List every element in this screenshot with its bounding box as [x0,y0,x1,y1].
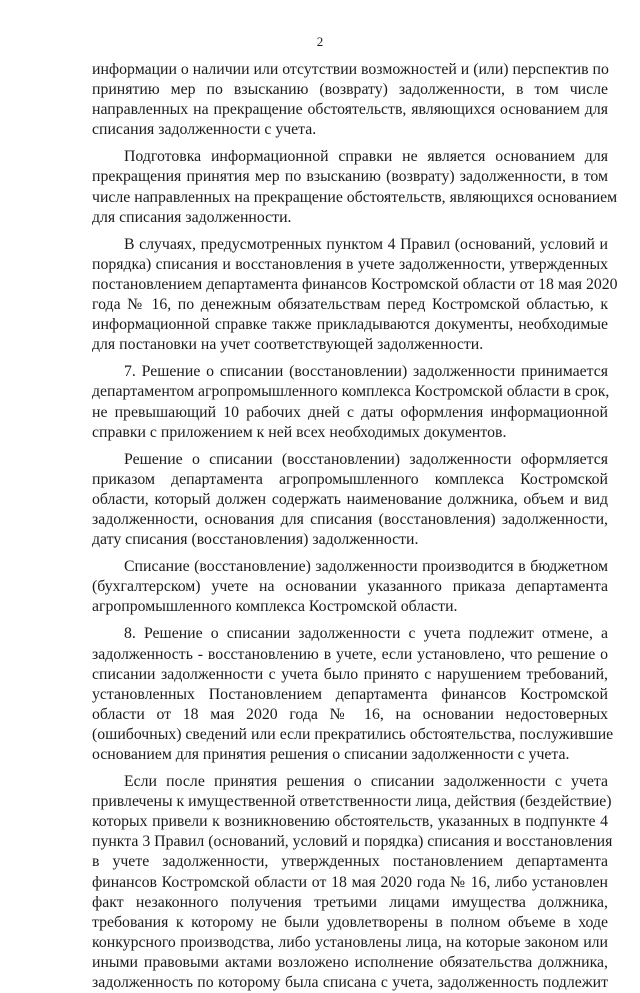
text-line: основанием для принятия решения о списании задолженности с учета. [92,746,570,763]
text-line: в учете задолженности, утвержденных постановлением департамента [92,853,608,871]
text-line: числе направленных на прекращение обстоятельств, являющихся основанием [92,188,618,206]
paragraph [92,772,613,993]
text-line: Списание (восстановление) задолженности производится в бюджетном [124,558,608,576]
text-line: списания задолженности с учета. [92,121,317,139]
text-line: иными правовыми актами возложено исполнение обязательства должника, [92,953,608,971]
text-line: задолженность - восстановлению в учете, если установлено, что решение о [92,645,608,663]
text-line: области от 18 мая 2020 года № 16, на основании недостоверных [92,705,608,723]
text-line: департаментом агропромышленного комплекса Костромской области в срок, [92,383,610,401]
text-line: пункта 3 Правил (оснований, условий и порядка) списания и восстановления [92,833,613,851]
paragraph [92,362,608,442]
text-line: не превышающий 10 рабочих дней с даты оформления информационной [92,403,608,421]
paragraph [92,147,618,227]
text-line: приказом департамента агропромышленного комплекса Костромской [92,470,608,488]
text-line: принятию мер по взысканию (возврату) задолженности, в том числе [92,81,608,99]
text-line: для списания задолженности. [92,208,292,226]
paragraph [92,450,608,550]
text-line: области, который должен содержать наименование должника, объем и вид [92,490,608,508]
text-line: (ошибочных) сведений или если прекратились обстоятельства, послужившие [92,725,614,743]
text-line: информационной справке также прикладываются документы, необходимые [92,316,608,334]
text-line: списании задолженности с учета было принято с нарушением требований, [92,665,608,683]
text-line: установленных Постановлением департамента финансов Костромской [92,685,608,703]
text-line: 8. Решение о списании задолженности с учета подлежит отмене, а [124,625,608,643]
text-line: факт незаконного получения третьими лицами имущества должника, [92,893,608,911]
text-line: порядка) списания и восстановления в учете задолженности, утвержденных [92,255,608,273]
text-line: требования к которому не были удовлетворены в полном объеме в ходе [92,913,608,931]
text-line: задолженности, основания для списания (восстановления) задолженности, [92,510,608,528]
page-number: 2 [316,34,324,49]
paragraph [92,624,614,765]
text-line: Если после принятия решения о списании задолженности с учета [124,773,608,791]
text-line: привлечены к имущественной ответственности лица, действия (бездействие) [92,793,612,811]
text-line: для постановки на учет соответствующей задолженности. [92,336,484,354]
paragraph [92,60,608,140]
text-line: (бухгалтерском) учете на основании указанного приказа департамента [92,578,608,596]
text-line: прекращения принятия мер по взысканию (возврату) задолженности, в том [92,168,608,186]
text-line: Подготовка информационной справки не является основанием для [124,148,608,166]
text-line: справки с приложением к ней всех необходимых документов. [92,423,507,441]
text-line: которых привели к возникновению обстоятельств, указанных в подпункте 4 [92,813,608,831]
text-line: дату списания (восстановления) задолженности. [92,531,419,549]
text-line: 7. Решение о списании (восстановлении) задолженности принимается [124,363,608,381]
text-line: постановлением департамента финансов Костромской области от 18 мая 2020 [92,275,618,293]
document-body [92,60,618,993]
paragraph [92,557,608,617]
text-line: задолженность по которому была списана с учета, задолженность подлежит [92,974,608,992]
text-line: Решение о списании (восстановлении) задолженности оформляется [124,450,608,468]
text-line: финансов Костромской области от 18 мая 2020 года № 16, либо установлен [92,873,608,891]
text-line: агропромышленного комплекса Костромской области. [92,598,458,616]
text-line: конкурсного производства, либо установлены лица, на которые законом или [92,933,608,951]
text-line: информации о наличии или отсутствии возможностей и (или) перспектив по [92,61,609,78]
paragraph [92,235,618,356]
text-line: года № 16, по денежным обязательствам перед Костромской областью, к [92,296,608,314]
text-line: направленных на прекращение обстоятельств, являющихся основанием для [92,101,608,119]
text-line: В случаях, предусмотренных пунктом 4 Правил (оснований, условий и [124,235,608,253]
